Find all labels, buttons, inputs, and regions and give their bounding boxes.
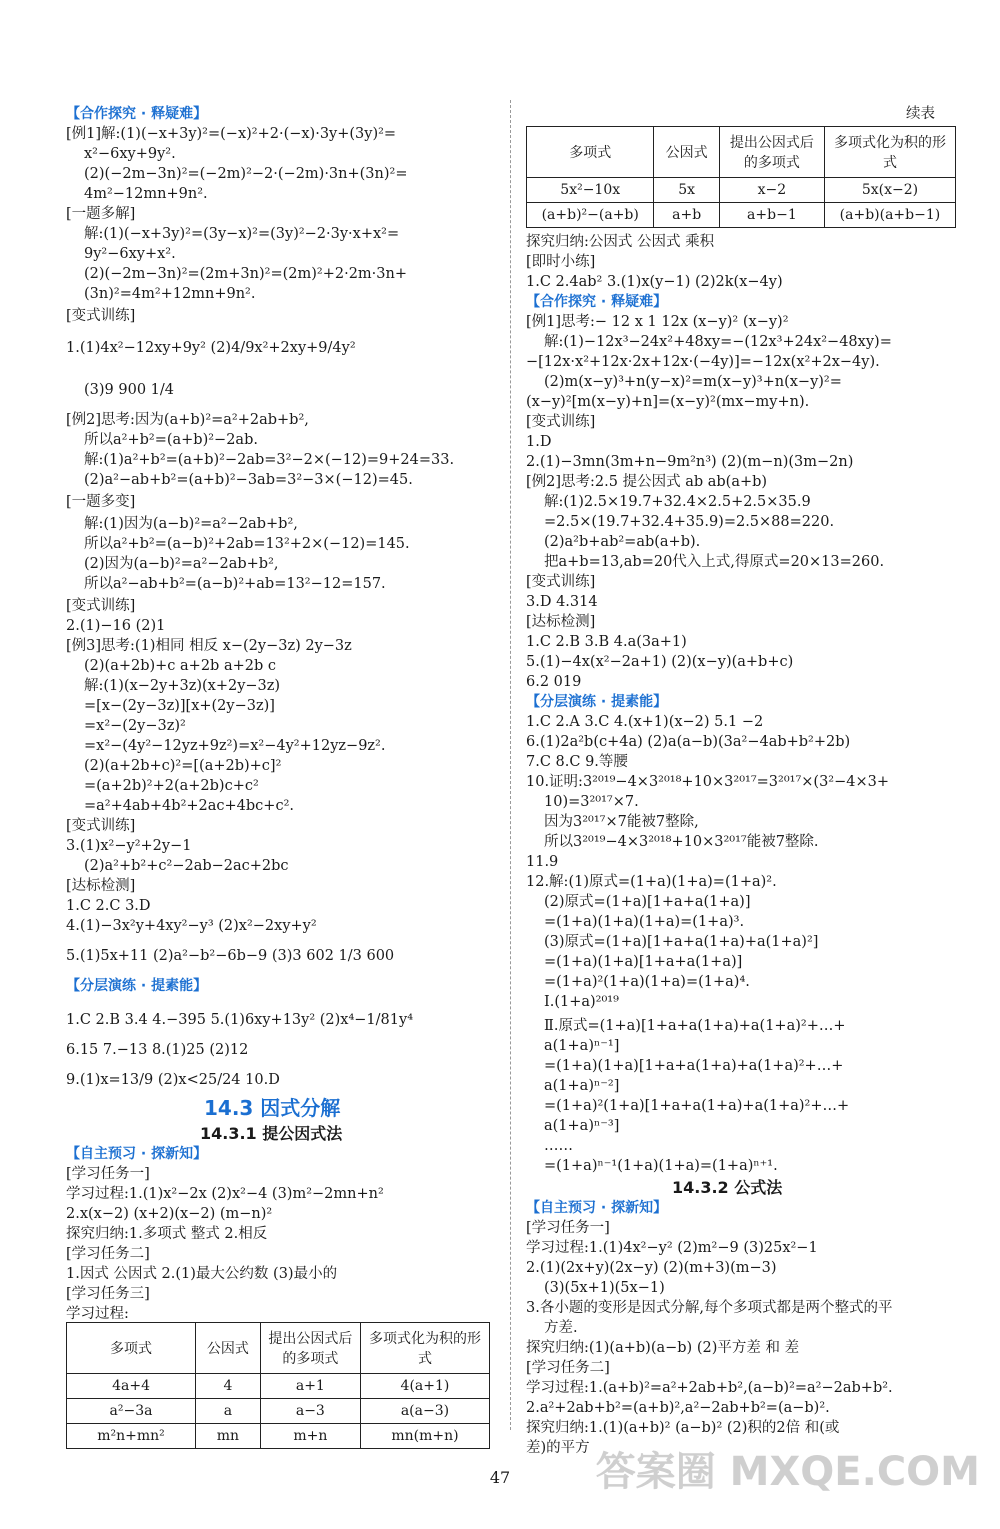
table-cell: 5x [654,178,719,203]
right-text-line: 探究归纳:(1)(a+b)(a−b) (2)平方差 和 差 [526,1340,800,1356]
right-text-line: 把a+b=13,ab=20代入上式,得原式=20×13=260. [544,554,885,570]
table-row [67,1399,490,1424]
table-header: 提出公因式后的多项式 [719,127,824,178]
right-text-line: =(1+a)(1+a)[1+a+a(1+a)+a(1+a)²+…+ [544,1058,844,1074]
left-text-line: 所以a²−ab+b²=(a−b)²+ab=13²−12=157. [84,576,386,592]
right-text-line: 3.各小题的变形是因式分解,每个多项式都是两个整式的平 [526,1300,893,1316]
right-text-line: 10)=3²⁰¹⁷×7. [544,794,639,810]
right-text-line: [学习任务二] [526,1360,610,1376]
right-text-line: 方差. [544,1320,578,1336]
right-text-line: =(1+a)²(1+a)(1+a)=(1+a)⁴. [544,974,750,990]
left-text-line: [达标检测] [66,878,136,894]
left-text-line: (2)a²−ab+b²=(a+b)²−3ab=3²−3×(−12)=45. [84,472,413,488]
table-cell: a+b−1 [719,203,824,228]
left-text-line: 14.3.1 提公因式法 [200,1124,343,1143]
left-text-line: [学习任务一] [66,1166,150,1182]
left-text-line: 4m²−12mn+9n². [84,186,208,202]
left-text-line: 6.15 7.−13 8.(1)25 (2)12 [66,1042,249,1058]
left-text-line: [学习任务二] [66,1246,150,1262]
table-right [526,126,956,228]
left-text-line: 9y²−6xy+x². [84,246,176,262]
left-text-line: (2)因为(a−b)²=a²−2ab+b², [84,556,279,572]
left-text-line: (2)a²+b²+c²−2ab−2ac+2bc [84,858,289,874]
left-text-line: [例2]思考:因为(a+b)²=a²+2ab+b², [66,412,309,428]
left-text-line: [例3]思考:(1)相同 相反 x−(2y−3z) 2y−3z [66,638,352,654]
table-header: 公因式 [654,127,719,178]
right-text-line: 【分层演练 · 提素能】 [526,694,668,710]
left-text-line: 4.(1)−3x²y+4xy²−y³ (2)x²−2xy+y² [66,918,317,934]
left-text-line: 【合作探究 · 释疑难】 [66,106,208,122]
left-text-line: =x²−(4y²−12yz+9z²)=x²−4y²+12yz−9z². [84,738,386,754]
left-text-line: =(a+2b)²+2(a+2b)c+c² [84,778,259,794]
left-text-line: 学习过程: [66,1306,129,1322]
left-text-line: =x²−(2y−3z)² [84,718,186,734]
left-text-line: (3)9 900 1/4 [84,382,174,398]
table-row [67,1374,490,1399]
left-text-line: 解:(1)a²+b²=(a+b)²−2ab=3²−2×(−12)=9+24=33. [84,452,455,468]
table-cell: 4 [196,1374,261,1399]
table-left [66,1322,490,1449]
table-cell: a−3 [260,1399,360,1424]
left-text-line: 所以a²+b²=(a−b)²+2ab=13²+2×(−12)=145. [84,536,410,552]
left-text-line: 1.因式 公因式 2.(1)最大公约数 (3)最小的 [66,1266,338,1282]
right-text-line: a(1+a)ⁿ⁻¹] [544,1038,620,1054]
right-text-line: −[12x·x²+12x·2x+12x·(−4y)]=−12x(x²+2x−4y). [526,354,880,370]
right-text-line: 7.C 8.C 9.等腰 [526,754,628,770]
table-header-row [67,1323,490,1374]
right-text-line: 1.D [526,434,552,450]
left-text-line: =a²+4ab+4b²+2ac+4bc+c². [84,798,294,814]
right-text-line: 3.D 4.314 [526,594,598,610]
table-row [527,178,956,203]
right-text-line: 1.C 2.4ab² 3.(1)x(y−1) (2)2k(x−4y) [526,274,783,290]
right-text-line: Ⅰ.(1+a)²⁰¹⁹ [544,994,619,1010]
right-text-line: 学习过程:1.(a+b)²=a²+2ab+b²,(a−b)²=a²−2ab+b². [526,1380,893,1396]
right-text-line: 2.(1)(2x+y)(2x−y) (2)(m+3)(m−3) [526,1260,777,1276]
right-text-line: 因为3²⁰¹⁷×7能被7整除, [544,814,699,830]
table-cell: mn [196,1424,261,1449]
table-cell: a [196,1399,261,1424]
left-text-line: [变式训练] [66,598,136,614]
right-text-line: …… [544,1138,573,1154]
table-cell: 4a+4 [67,1374,196,1399]
table-cell: mn(m+n) [360,1424,489,1449]
table-cell: (a+b)²−(a+b) [527,203,654,228]
table-header: 多项式 [527,127,654,178]
right-text-line: [达标检测] [526,614,596,630]
table-row [527,203,956,228]
left-text-line: 探究归纳:1.多项式 整式 2.相反 [66,1226,268,1242]
table-header: 多项式 [67,1323,196,1374]
left-text-line: (2)(−2m−3n)²=(−2m)²−2·(−2m)·3n+(3n)²= [84,166,408,182]
left-text-line: 解:(1)(−x+3y)²=(3y−x)²=(3y)²−2·3y·x+x²= [84,226,400,242]
right-text-line: 1.C 2.A 3.C 4.(x+1)(x−2) 5.1 −2 [526,714,764,730]
left-text-line: 2.x(x−2) (x+2)(x−2) (m−n)² [66,1206,273,1222]
left-text-line: (2)(a+2b)+c a+2b a+2b c [84,658,276,674]
left-text-line: [变式训练] [66,818,136,834]
right-text-line: 5.(1)−4x(x²−2a+1) (2)(x−y)(a+b+c) [526,654,794,670]
page-number: 47 [489,1468,511,1487]
table-cell: 5x²−10x [527,178,654,203]
right-text-line: 探究归纳:公因式 公因式 乘积 [526,234,715,250]
watermark: 答案圈 MXQE.COM [595,1449,980,1495]
table-cell: m²n+mn² [67,1424,196,1449]
table-cell: x−2 [719,178,824,203]
right-text-line: 6.(1)2a²b(c+4a) (2)a(a−b)(3a²−4ab+b²+2b) [526,734,851,750]
right-text-line: 解:(1)2.5×19.7+32.4×2.5+2.5×35.9 [544,494,811,510]
left-text-line: x²−6xy+9y². [84,146,176,162]
table-header: 公因式 [196,1323,261,1374]
right-text-line: [学习任务一] [526,1220,610,1236]
left-text-line: 5.(1)5x+11 (2)a²−b²−6b−9 (3)3 602 1/3 600 [66,948,395,964]
table-header: 多项式化为积的形式 [824,127,955,178]
right-text-line: (3)原式=(1+a)[1+a+a(1+a)+a(1+a)²] [544,934,819,950]
right-text-line: 【合作探究 · 释疑难】 [526,294,668,310]
table-cell: a²−3a [67,1399,196,1424]
left-text-line: 所以a²+b²=(a+b)²−2ab. [84,432,258,448]
table-cell: a(a−3) [360,1399,489,1424]
right-text-line: a(1+a)ⁿ⁻³] [544,1118,620,1134]
right-text-line: a(1+a)ⁿ⁻²] [544,1078,620,1094]
right-text-line: [例2]思考:2.5 提公因式 ab ab(a+b) [526,474,768,490]
right-text-line: 2.(1)−3mn(3m+n−9m²n³) (2)(m−n)(3m−2n) [526,454,854,470]
right-text-line: (x−y)²[m(x−y)+n]=(x−y)²(mx−my+n). [526,394,810,410]
right-text-line: 探究归纳:1.(1)(a+b)² (a−b)² (2)积的2倍 和(或 [526,1420,840,1436]
right-text-line: 差)的平方 [526,1440,590,1456]
left-text-line: 解:(1)(x−2y+3z)(x+2y−3z) [84,678,281,694]
left-text-line: (3n)²=4m²+12mn+9n². [84,286,256,302]
left-text-line: (2)(a+2b+c)²=[(a+2b)+c]² [84,758,282,774]
right-text-line: 【自主预习 · 探新知】 [526,1200,668,1216]
right-text-line: 续表 [906,106,935,122]
column-divider [510,100,511,1430]
left-text-line: [变式训练] [66,308,136,324]
right-text-line: 2.a²+2ab+b²=(a+b)²,a²−2ab+b²=(a−b)². [526,1400,830,1416]
right-text-line: =(1+a)(1+a)(1+a)=(1+a)³. [544,914,745,930]
left-text-line: 【自主预习 · 探新知】 [66,1146,208,1162]
right-text-line: 10.证明:3²⁰¹⁹−4×3²⁰¹⁸+10×3²⁰¹⁷=3²⁰¹⁷×(3²−4×3+ [526,774,890,790]
right-text-line: [变式训练] [526,414,596,430]
right-text-line: (3)(5x+1)(5x−1) [544,1280,665,1296]
right-text-line: =2.5×(19.7+32.4+35.9)=2.5×88=220. [544,514,835,530]
right-text-line: =(1+a)(1+a)[1+a+a(1+a)] [544,954,743,970]
table-cell: 4(a+1) [360,1374,489,1399]
right-text-line: 1.C 2.B 3.B 4.a(3a+1) [526,634,687,650]
right-text-line: 学习过程:1.(1)4x²−y² (2)m²−9 (3)25x²−1 [526,1240,818,1256]
right-text-line: 11.9 [526,854,559,870]
left-text-line: 【分层演练 · 提素能】 [66,978,208,994]
left-text-line: 2.(1)−16 (2)1 [66,618,166,634]
right-text-line: [变式训练] [526,574,596,590]
left-text-line: [例1]解:(1)(−x+3y)²=(−x)²+2·(−x)·3y+(3y)²= [66,126,397,142]
right-text-line: 所以3²⁰¹⁹−4×3²⁰¹⁸+10×3²⁰¹⁷能被7整除. [544,834,819,850]
right-text-line: Ⅱ.原式=(1+a)[1+a+a(1+a)+a(1+a)²+…+ [544,1018,846,1034]
right-text-line: 6.2 019 [526,674,582,690]
table-header: 提出公因式后的多项式 [260,1323,360,1374]
table-cell: a+1 [260,1374,360,1399]
left-text-line: (2)(−2m−3n)²=(2m+3n)²=(2m)²+2·2m·3n+ [84,266,408,282]
table-row [67,1424,490,1449]
left-text-line: 3.(1)x²−y²+2y−1 [66,838,192,854]
right-text-line: (2)m(x−y)³+n(y−x)²=m(x−y)³+n(x−y)²= [544,374,842,390]
table-cell: (a+b)(a+b−1) [824,203,955,228]
right-text-line: 解:(1)−12x³−24x²+48xy=−(12x³+24x²−48xy)= [544,334,892,350]
right-text-line: (2)原式=(1+a)[1+a+a(1+a)] [544,894,751,910]
left-text-line: =[x−(2y−3z)][x+(2y−3z)] [84,698,275,714]
left-text-line: [一题多变] [66,494,136,510]
table-cell: a+b [654,203,719,228]
table-header: 多项式化为积的形式 [360,1323,489,1374]
left-text-line: [学习任务三] [66,1286,150,1302]
table-header-row [527,127,956,178]
left-text-line: 9.(1)x=13/9 (2)x<25/24 10.D [66,1072,280,1088]
right-text-line: 14.3.2 公式法 [672,1178,783,1197]
left-text-line: 1.C 2.C 3.D [66,898,151,914]
right-text-line: [例1]思考:− 12 x 1 12x (x−y)² (x−y)² [526,314,789,330]
right-text-line: 12.解:(1)原式=(1+a)(1+a)=(1+a)². [526,874,777,890]
right-text-line: [即时小练] [526,254,596,270]
table-cell: m+n [260,1424,360,1449]
left-text-line: 解:(1)因为(a−b)²=a²−2ab+b², [84,516,298,532]
left-text-line: [一题多解] [66,206,136,222]
right-text-line: (2)a²b+ab²=ab(a+b). [544,534,701,550]
left-text-line: 1.C 2.B 3.4 4.−395 5.(1)6xy+13y² (2)x⁴−1/81y⁴ [66,1012,414,1028]
left-text-line: 14.3 因式分解 [204,1096,341,1120]
right-text-line: =(1+a)ⁿ⁻¹(1+a)(1+a)=(1+a)ⁿ⁺¹. [544,1158,778,1174]
left-text-line: 学习过程:1.(1)x²−2x (2)x²−4 (3)m²−2mn+n² [66,1186,384,1202]
right-text-line: =(1+a)²(1+a)[1+a+a(1+a)+a(1+a)²+…+ [544,1098,850,1114]
table-cell: 5x(x−2) [824,178,955,203]
left-text-line: 1.(1)4x²−12xy+9y² (2)4/9x²+2xy+9/4y² [66,340,356,356]
